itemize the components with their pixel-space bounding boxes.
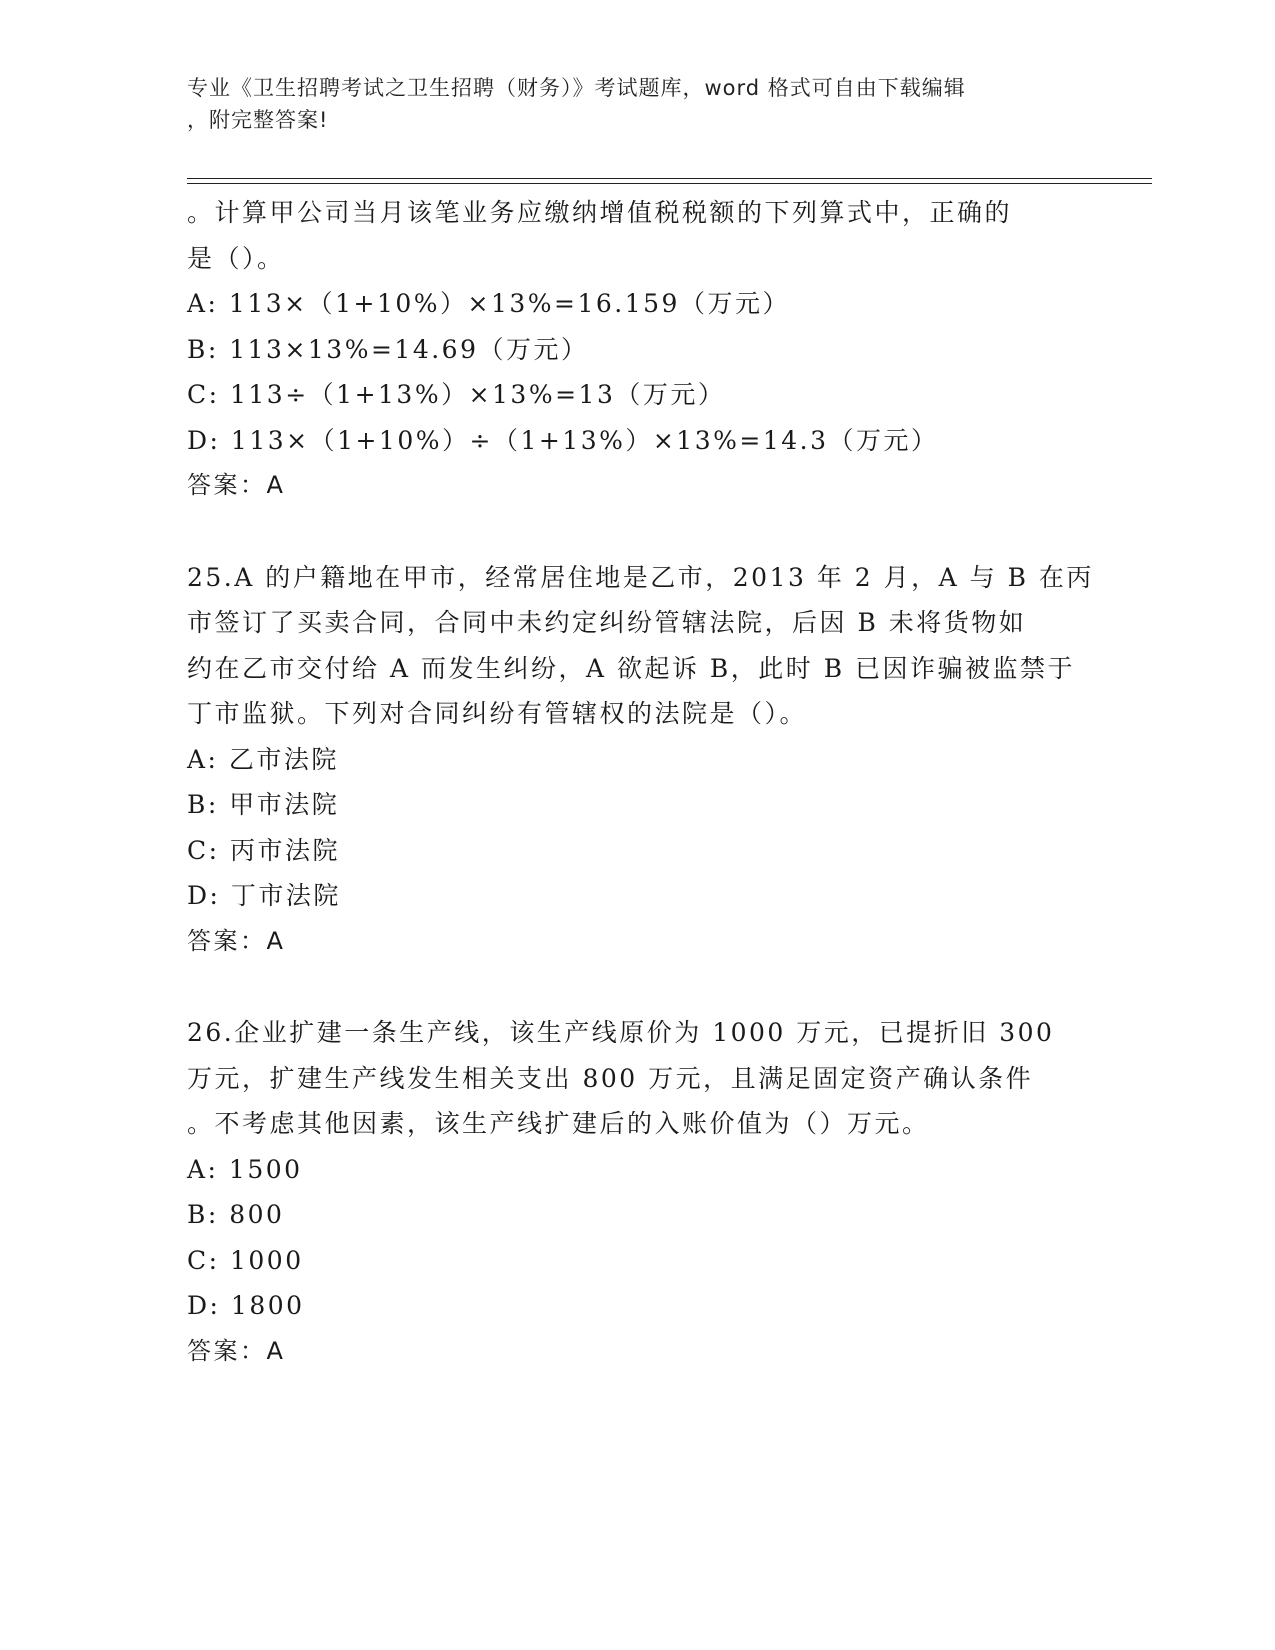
question-item [187, 190, 1087, 509]
option-d: D: 1800 [187, 1291, 305, 1320]
question-stem [187, 190, 1087, 281]
option-c: C: 113÷（1+13%）×13%=13（万元） [187, 380, 726, 409]
answer-line: 答案：A [187, 1336, 286, 1365]
stem-line: 。计算甲公司当月该笔业务应缴纳增值税税额的下列算式中，正确的 [187, 198, 1013, 227]
stem-line: 市签订了买卖合同，合同中未约定纠纷管辖法院，后因 B 未将货物如 [187, 608, 1027, 637]
stem-line: 。不考虑其他因素，该生产线扩建后的入账价值为（）万元。 [187, 1109, 930, 1138]
question-stem [187, 1010, 1087, 1147]
question-list [187, 190, 1094, 1374]
option-b: B: 甲市法院 [187, 790, 340, 819]
option-a: A: 113×（1+10%）×13%=16.159（万元） [187, 289, 790, 318]
option-b: B: 800 [187, 1200, 285, 1229]
document-header [187, 72, 1067, 136]
stem-line: 约在乙市交付给 A 而发生纠纷，A 欲起诉 B，此时 B 已因诈骗被监禁于 [187, 653, 1076, 683]
option-a: A: 乙市法院 [187, 744, 339, 774]
option-a: A: 1500 [187, 1154, 303, 1184]
answer-line: 答案：A [187, 926, 286, 955]
option-b: B: 113×13%=14.69（万元） [187, 334, 589, 364]
stem-line: 万元，扩建生产线发生相关支出 800 万元，且满足固定资产确认条件 [187, 1063, 1034, 1093]
question-item [187, 1010, 1087, 1374]
option-d: D: 113×（1+10%）÷（1+13%）×13%=14.3（万元） [187, 425, 939, 455]
option-c: C: 1000 [187, 1245, 304, 1275]
header-divider [187, 183, 1152, 184]
stem-line: 25.A 的户籍地在甲市，经常居住地是乙市，2013 年 2 月，A 与 B 在丙 [187, 562, 1094, 592]
question-spacer [187, 509, 1087, 555]
stem-line: 是（）。 [187, 243, 285, 273]
option-d: D: 丁市法院 [187, 881, 341, 910]
question-stem [187, 555, 1094, 737]
option-c: C: 丙市法院 [187, 835, 340, 865]
header-line: 专业《卫生招聘考试之卫生招聘（财务）》考试题库，word 格式可自由下载编辑 [187, 76, 966, 100]
header-line: ，附完整答案! [187, 108, 329, 132]
question-spacer [187, 964, 1087, 1010]
stem-line: 26.企业扩建一条生产线，该生产线原价为 1000 万元，已提折旧 300 [187, 1018, 1055, 1047]
answer-line: 答案：A [187, 471, 286, 499]
stem-line: 丁市监狱。下列对合同纠纷有管辖权的法院是（）。 [187, 699, 808, 728]
question-item [187, 555, 1094, 965]
header-divider [187, 178, 1152, 179]
